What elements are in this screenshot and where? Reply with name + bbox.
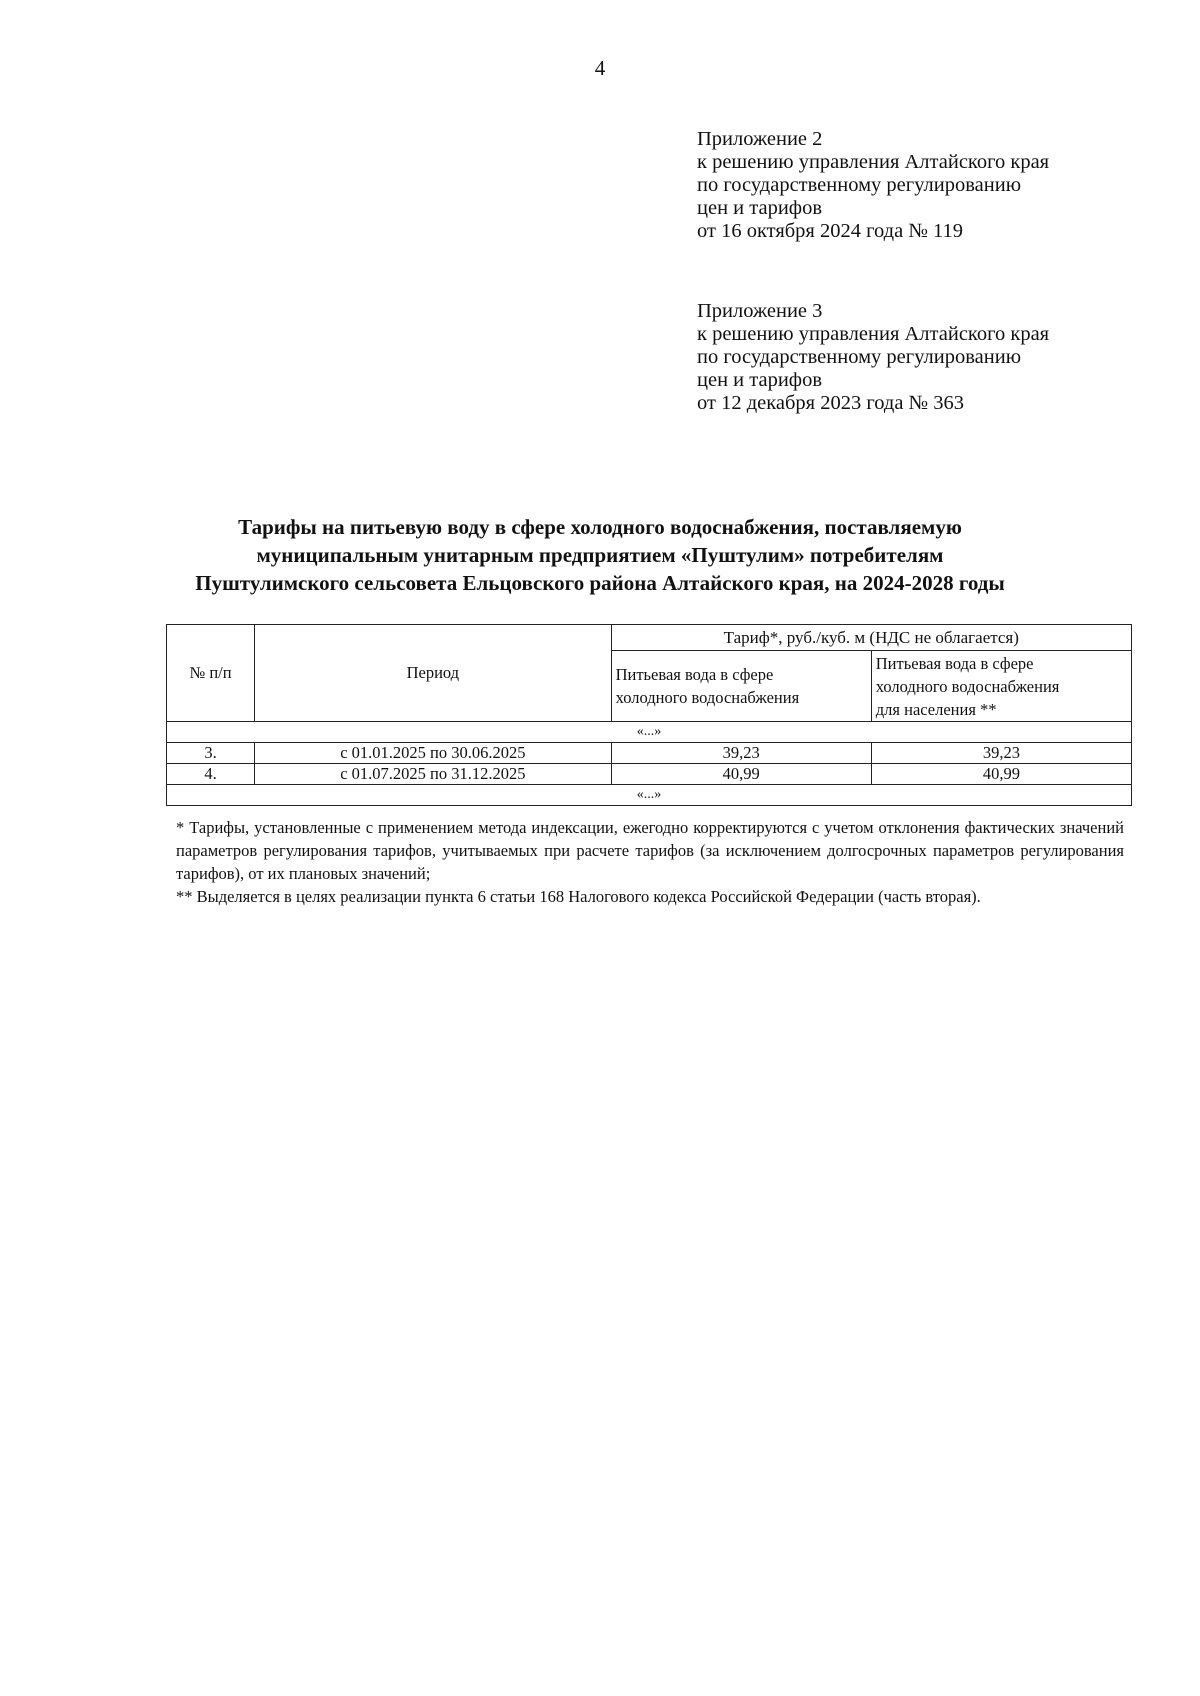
annex-3-header — [697, 300, 1157, 415]
row-value-a: 39,23 — [611, 743, 871, 764]
annex-3-line: от 12 декабря 2023 года № 363 — [697, 392, 964, 414]
row-number: 4. — [167, 764, 255, 785]
document-title-line: Пуштулимского сельсовета Ельцовского района Алтайского края, на 2024-2028 годы — [195, 571, 1005, 595]
header-col-b-line: Питьевая вода в сфере — [875, 653, 1034, 673]
document-title-line: муниципальным унитарным предприятием «Пуштулим» потребителям — [256, 543, 944, 567]
annex-3-line: к решению управления Алтайского края — [697, 323, 1050, 345]
table-header-row — [167, 625, 1132, 651]
row-value-a: 40,99 — [611, 764, 871, 785]
document-title — [120, 513, 1080, 597]
annex-3-line: цен и тарифов — [697, 369, 823, 391]
footnotes — [176, 816, 1124, 908]
ellipsis-cell: «...» — [167, 722, 1132, 743]
header-period: Период — [255, 625, 611, 722]
annex-3-line: Приложение 3 — [697, 300, 823, 322]
annex-2-line: от 16 октября 2024 года № 119 — [697, 220, 963, 242]
annex-2-line: к решению управления Алтайского края — [697, 151, 1050, 173]
row-period: с 01.01.2025 по 30.06.2025 — [255, 743, 611, 764]
header-col-b-line: холодного водоснабжения — [875, 676, 1060, 696]
table-row-ellipsis — [167, 722, 1132, 743]
header-tariff-group: Тариф*, руб./куб. м (НДС не облагается) — [611, 625, 1131, 651]
page-number: 4 — [594, 56, 606, 80]
annex-2-header — [697, 128, 1157, 243]
ellipsis-cell: «...» — [167, 785, 1132, 806]
row-value-b: 39,23 — [871, 743, 1131, 764]
annex-2-line: Приложение 2 — [697, 128, 823, 150]
footnote-2: ** Выделяется в целях реализации пункта 6 статьи 168 Налогового кодекса Российской Федерации (часть вторая). — [176, 887, 981, 906]
header-col-b — [871, 651, 1131, 722]
row-value-b: 40,99 — [871, 764, 1131, 785]
footnote-1: * Тарифы, установленные с применением метода индексации, ежегодно корректируются с учетом отклонения фактических значений параметров регулирования тарифов, учитываемых при расчете тарифов (за исключением долгосрочных параметров регулирования тарифов), от их плановых значений; — [176, 818, 1124, 883]
header-number: № п/п — [167, 625, 255, 722]
table-row-ellipsis — [167, 785, 1132, 806]
annex-2-line: по государственному регулированию — [697, 174, 1022, 196]
row-period: с 01.07.2025 по 31.12.2025 — [255, 764, 611, 785]
table-row — [167, 764, 1132, 785]
header-col-b-line: для населения ** — [875, 699, 997, 719]
table-row — [167, 743, 1132, 764]
annex-3-line: по государственному регулированию — [697, 346, 1022, 368]
document-title-line: Тарифы на питьевую воду в сфере холодного водоснабжения, поставляемую — [238, 515, 962, 539]
header-col-a-line: Питьевая вода в сфере — [615, 665, 774, 685]
tariff-table — [166, 624, 1132, 806]
annex-2-line: цен и тарифов — [697, 197, 823, 219]
header-col-a — [611, 651, 871, 722]
row-number: 3. — [167, 743, 255, 764]
header-col-a-line: холодного водоснабжения — [615, 688, 800, 708]
